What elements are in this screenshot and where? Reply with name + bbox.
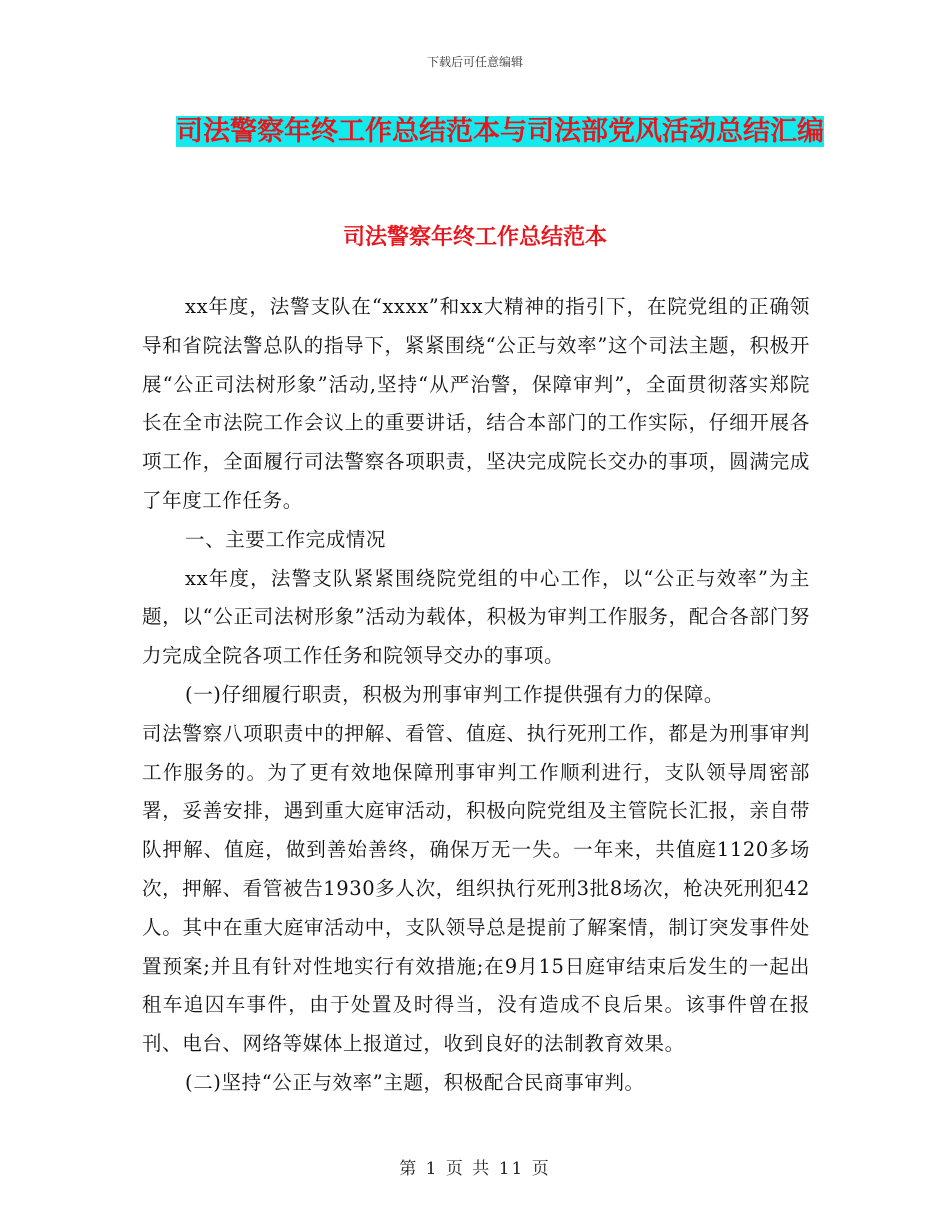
section-heading-main-work: 一、主要工作完成情况 xyxy=(185,527,387,551)
section-subtitle: 司法警察年终工作总结范本 xyxy=(342,225,607,250)
subsection-heading-criminal: (一)仔细履行职责，积极为刑事审判工作提供强有力的保障。 xyxy=(185,682,725,706)
paragraph-intro: xx年度，法警支队在“xxxx”和xx大精神的指引下，在院党组的正确领导和省院法警总队的指导下，紧紧围绕“公正与效率”这个司法主题，积极开展“公正司法树形象”活动,坚持“从严治警，保障审判”，全面贯彻落实郑院长在全市法院工作会议上的重要讲话，结合本部门的工作实际，仔细开展各项工作，全面履行司法警察各项职责，坚决完成院长交办的事项，圆满完成了年度工作任务。 xyxy=(142,295,810,512)
paragraph-overview: xx年度，法警支队紧紧围绕院党组的中心工作，以“公正与效率”为主题，以“公正司法树形象”活动为载体，积极为审判工作服务，配合各部门努力完成全院各项工作任务和院领导交办的事项。 xyxy=(142,566,810,668)
document-title-text: 司法警察年终工作总结范本与司法部党风活动总结汇编 xyxy=(176,116,824,147)
header-note: 下载后可任意编辑 xyxy=(426,55,523,69)
document-title xyxy=(150,108,850,156)
document-body xyxy=(142,288,810,1103)
page-footer: 第 1 页 共 11 页 xyxy=(399,1159,551,1179)
paragraph-criminal-details: 司法警察八项职责中的押解、看管、值庭、执行死刑工作，都是为刑事审判工作服务的。为了更有效地保障刑事审判工作顺利进行，支队领导周密部署，妥善安排，遇到重大庭审活动，积极向院党组及主管院长汇报，亲自带队押解、值庭，做到善始善终，确保万无一失。一年来，共值庭1120多场次，押解、看管被告1930多人次，组织执行死刑3批8场次，枪决死刑犯42人。其中在重大庭审活动中，支队领导总是提前了解案情，制订突发事件处置预案;并且有针对性地实行有效措施;在9月15日庭审结束后发生的一起出租车追囚车事件，由于处置及时得当，没有造成不良后果。该事件曾在报刊、电台、网络等媒体上报道过，收到良好的法制教育效果。 xyxy=(142,721,810,1056)
subsection-heading-civil: (二)坚持“公正与效率”主题，积极配合民商事审判。 xyxy=(185,1070,645,1094)
